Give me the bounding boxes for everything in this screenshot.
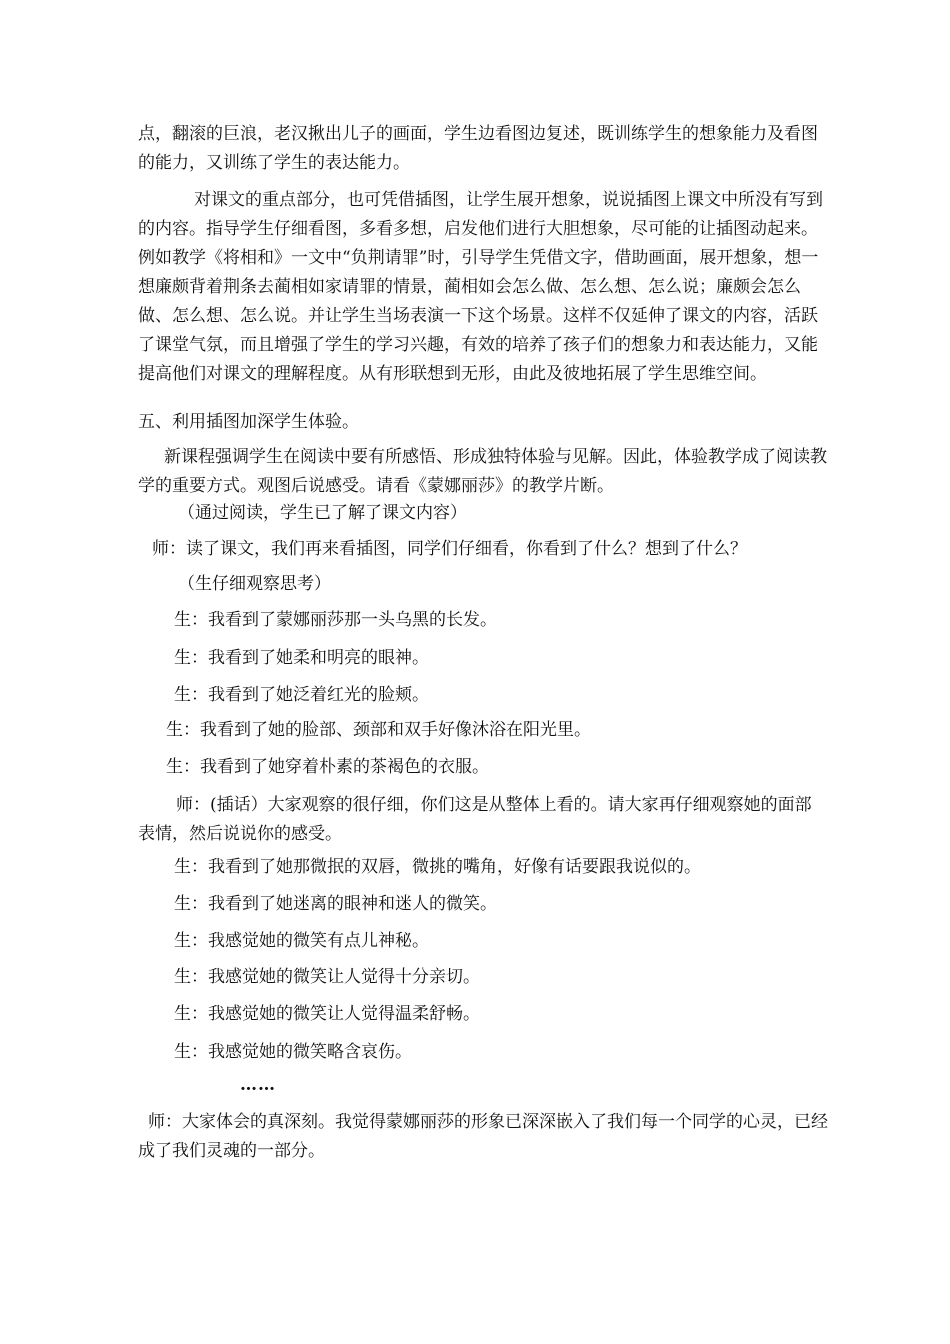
student-line: 生：我看到了她的脸部、颈部和双手好像沐浴在阳光里。: [166, 720, 591, 740]
teacher-line-2: 师：(插话）大家观察的很仔细，你们这是从整体上看的。请大家再仔细观察她的面部表情，然后说说你的感受。: [138, 795, 812, 844]
student-line: 生：我看到了她泛着红光的脸颊。: [174, 685, 429, 705]
paragraph-1: 点，翻滚的巨浪，老汉揪出儿子的画面，学生边看图边复述，既训练学生的想象能力及看图的能力，又训练了学生的表达能力。: [138, 124, 818, 173]
student-line: 生：我感觉她的微笑略含哀伤。: [174, 1042, 412, 1062]
student-line: 生：我看到了蒙娜丽莎那一头乌黑的长发。: [174, 610, 497, 630]
ellipsis: ……: [240, 1075, 276, 1095]
teacher-line-3: 师：大家体会的真深刻。我觉得蒙娜丽莎的形象已深深嵌入了我们每一个同学的心灵，已经成了我们灵魂的一部分。: [138, 1112, 828, 1161]
stage-note-2: （生仔细观察思考）: [178, 574, 331, 594]
student-line: 生：我看到了她迷离的眼神和迷人的微笑。: [174, 894, 497, 914]
student-line: 生：我看到了她柔和明亮的眼神。: [174, 648, 429, 668]
student-line: 生：我感觉她的微笑有点儿神秘。: [174, 931, 429, 951]
stage-note-1: （通过阅读，学生已了解了课文内容）: [178, 503, 467, 523]
paragraph-3: 新课程强调学生在阅读中要有所感悟、形成独特体验与见解。因此，体验教学成了阅读教学的重要方式。观图后说感受。请看《蒙娜丽莎》的教学片断。: [138, 447, 827, 496]
student-line: 生：我感觉她的微笑让人觉得温柔舒畅。: [174, 1004, 480, 1024]
teacher-line-1: 师：读了课文，我们再来看插图，同学们仔细看，你看到了什么？想到了什么？: [152, 539, 747, 559]
section-heading-5: 五、利用插图加深学生体验。: [138, 412, 359, 432]
student-line: 生：我看到了她穿着朴素的茶褐色的衣服。: [166, 757, 489, 777]
paragraph-2: 对课文的重点部分，也可凭借插图，让学生展开想象，说说插图上课文中所没有写到的内容。指导学生仔细看图，多看多想，启发他们进行大胆想象，尽可能的让插图动起来。例如教学《将相和》一文中“负荆请罪”时，引导学生凭借文字，借助画面，展开想象，想一想廉颇背着荆条去蔺相如家请罪的情景，蔺相如会怎么做、怎么想、怎么说；廉颇会怎么做、怎么想、怎么说。并让学生当场表演一下这个场景。这样不仅延伸了课文的内容，活跃了课堂气氛，而且增强了学生的学习兴趣，有效的培养了孩子们的想象力和表达能力，又能提高他们对课文的理解程度。从有形联想到无形，由此及彼地拓展了学生思维空间。: [138, 190, 823, 384]
student-line: 生：我看到了她那微抿的双唇，微挑的嘴角，好像有话要跟我说似的。: [174, 857, 701, 877]
student-line: 生：我感觉她的微笑让人觉得十分亲切。: [174, 967, 480, 987]
